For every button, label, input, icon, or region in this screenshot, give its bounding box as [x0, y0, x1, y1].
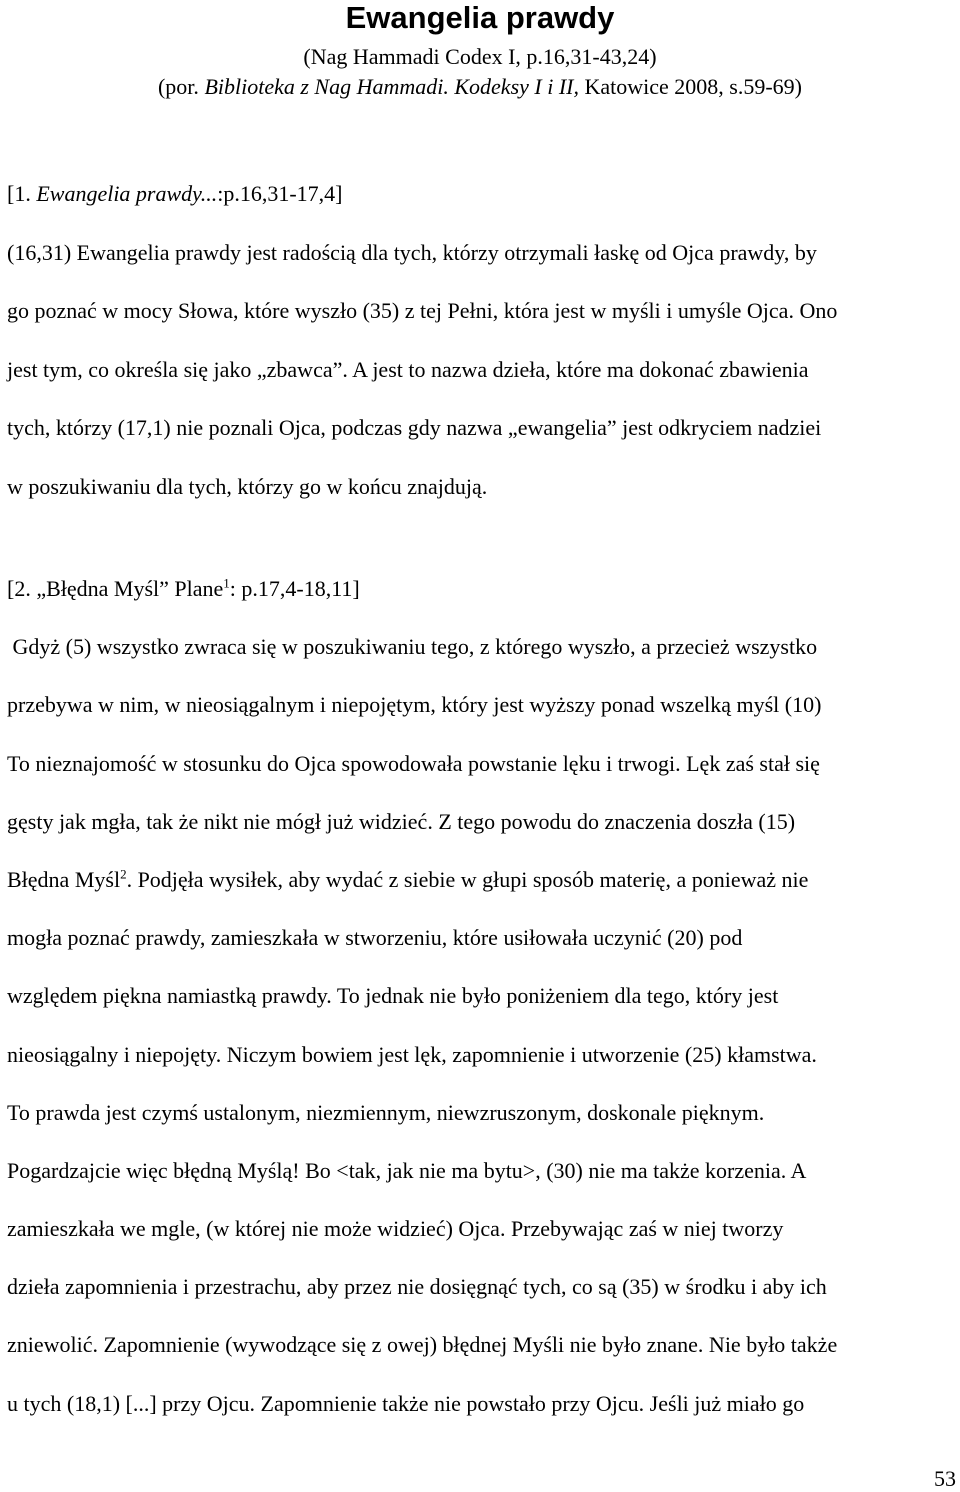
- paragraph-line: u tych (18,1) [...] przy Ojcu. Zapomnienie także nie powstało przy Ojcu. Jeśli już miało go: [7, 1390, 805, 1416]
- heading-prefix: [1.: [7, 181, 37, 206]
- source-line: (Nag Hammadi Codex I, p.16,31-43,24): [303, 44, 657, 69]
- section-2-heading: [7, 560, 960, 618]
- page-number: 53: [934, 1466, 956, 1491]
- paragraph-line: zamieszkała we mgle, (w której nie może widzieć) Ojca. Przebywając zaś w niej tworzy: [7, 1216, 784, 1242]
- heading-suffix: :p.16,31-17,4]: [217, 181, 343, 206]
- paragraph-line: (16,31) Ewangelia prawdy jest radością dla tych, którzy otrzymali łaskę od Ojca prawdy, by: [7, 239, 817, 265]
- paragraph-line: przebywa w nim, w nieosiągalnym i niepojętym, który jest wyższy ponad wszelką myśl (10): [7, 692, 822, 718]
- reference-book-title: Biblioteka z Nag Hammadi. Kodeksy I i II,: [204, 74, 579, 99]
- line-prefix: Błędna Myśl: [7, 866, 121, 892]
- heading-prefix: [2. „Błędna Myśl” Plane: [7, 576, 224, 601]
- section-1-heading: [7, 165, 960, 224]
- paragraph-line: tych, którzy (17,1) nie poznali Ojca, podczas gdy nazwa „ewangelia” jest odkryciem nadziei: [7, 415, 822, 440]
- paragraph-line: dzieła zapomnienia i przestrachu, aby przez nie dosięgnąć tych, co są (35) w środku i aby ich: [7, 1274, 827, 1300]
- reference-line: [0, 74, 960, 100]
- paragraph-line: nieosiągalny i niepojęty. Niczym bowiem jest lęk, zapomnienie i utworzenie (25) kłamstwa.: [7, 1041, 817, 1067]
- heading-italic: Ewangelia prawdy...: [36, 181, 218, 206]
- paragraph-line: To nieznajomość w stosunku do Ojca spowodowała powstanie lęku i trwogi. Lęk zaś stał się: [7, 750, 820, 776]
- heading-suffix: : p.17,4-18,11]: [229, 576, 360, 601]
- line-suffix: . Podjęła wysiłek, aby wydać z siebie w głupi sposób materię, a ponieważ nie: [126, 866, 809, 892]
- paragraph-line: zniewolić. Zapomnienie (wywodzące się z owej) błędnej Myśli nie było znane. Nie było także: [7, 1332, 838, 1358]
- paragraph-line: To prawda jest czymś ustalonym, niezmiennym, niewzruszonym, doskonale pięknym.: [7, 1099, 765, 1125]
- paragraph-line: w poszukiwaniu dla tych, którzy go w końcu znajdują.: [7, 473, 488, 499]
- paragraph-line: [7, 851, 960, 909]
- reference-prefix: (por.: [157, 74, 205, 99]
- paragraph-line: Gdyż (5) wszystko zwraca się w poszukiwaniu tego, z którego wyszło, a przecież wszystko: [7, 634, 818, 660]
- reference-suffix: Katowice 2008, s.59-69): [579, 74, 803, 99]
- paragraph-line: Pogardzajcie więc błędną Myślą! Bo <tak, jak nie ma bytu>, (30) nie ma także korzenia. A: [7, 1157, 807, 1183]
- section-2: [7, 560, 960, 1433]
- paragraph-line: względem piękna namiastką prawdy. To jednak nie było poniżeniem dla tego, który jest: [7, 983, 779, 1009]
- paragraph-line: go poznać w mocy Słowa, które wyszło (35) z tej Pełni, która jest w myśli i umyśle Ojca. Ono: [7, 298, 838, 323]
- paragraph-line: mogła poznać prawdy, zamieszkała w stworzeniu, które usiłowała uczynić (20) pod: [7, 925, 743, 951]
- footnote-marker[interactable]: 1: [223, 575, 230, 591]
- paragraph-line: gęsty jak mgła, tak że nikt nie mógł już widzieć. Z tego powodu do znaczenia doszła (15): [7, 808, 796, 834]
- paragraph-line: jest tym, co określa się jako „zbawca”. A jest to nazwa dzieła, które ma dokonać zbawienia: [7, 356, 809, 382]
- section-1: [7, 165, 960, 516]
- footnote-marker[interactable]: 2: [120, 866, 127, 882]
- document-title: Ewangelia prawdy: [345, 0, 615, 35]
